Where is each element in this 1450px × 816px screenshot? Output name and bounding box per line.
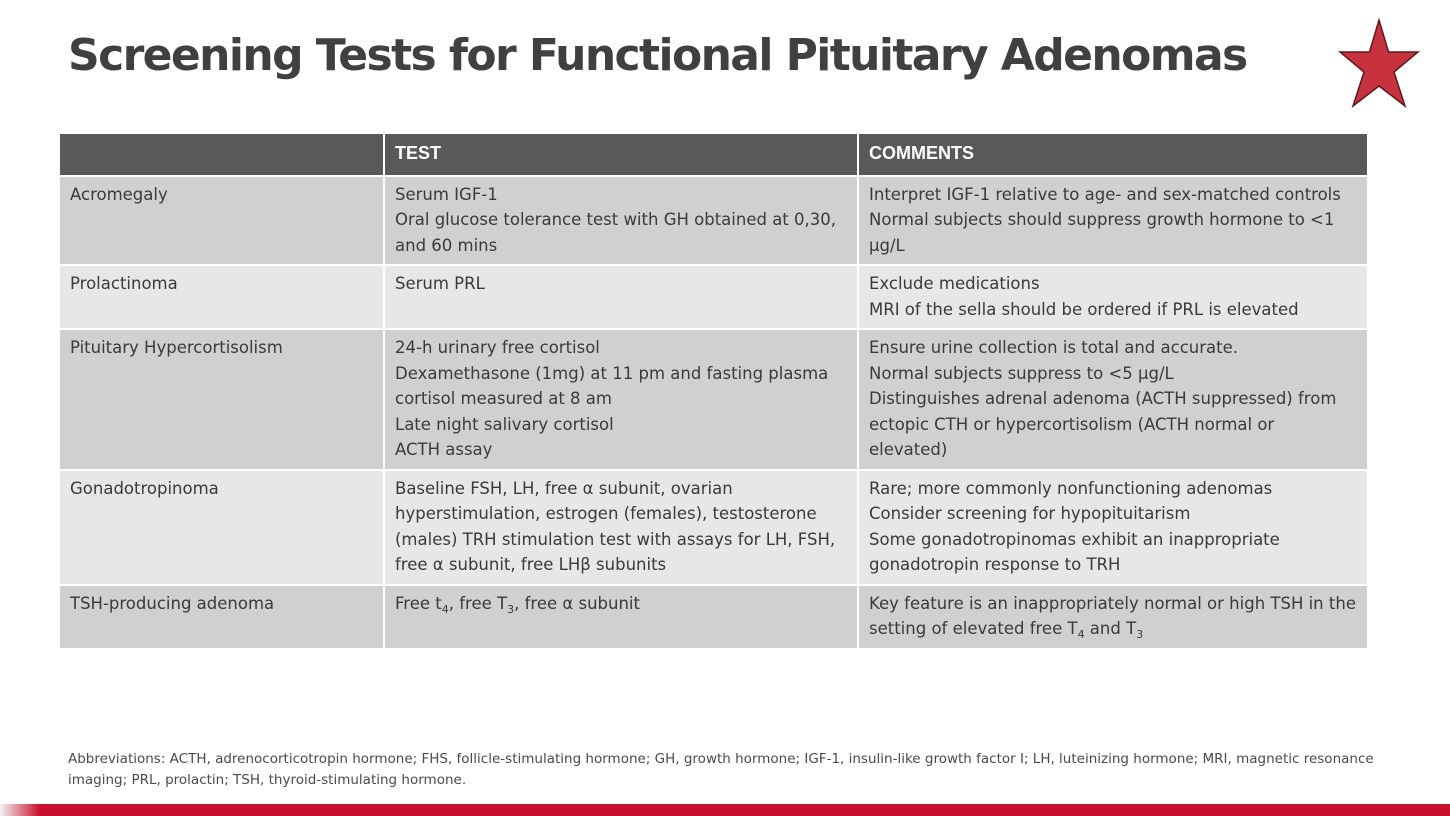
test-cell [384, 329, 858, 470]
abbreviations-footnote: Abbreviations: ACTH, adrenocorticotropin hormone; FHS, follicle-stimulating hormone; GH, growth hormone; IGF-1, insulin-like growth factor I; LH, luteinizing hormone; MRI, magnetic resonance imaging; PRL, prolactin; TSH, thyroid-stimulating hormone. [68, 751, 1374, 788]
comment-line: Exclude medications [869, 274, 1040, 293]
test-line: 24-h urinary free cortisol [395, 338, 600, 357]
comment-text: Key feature is an inappropriately normal or high TSH in the setting of elevated free T [869, 593, 1356, 638]
test-cell [384, 585, 858, 649]
test-line: Late night salivary cortisol [395, 414, 614, 434]
comments-cell [858, 176, 1368, 266]
subscript: 4 [1077, 628, 1085, 641]
condition-cell: Gonadotropinoma [59, 470, 384, 585]
slide-title: Screening Tests for Functional Pituitary Adenomas [68, 30, 1247, 81]
test-text: Free t [395, 593, 442, 613]
comment-text: and T [1084, 619, 1137, 638]
table-row-hypercortisolism [59, 329, 1368, 470]
comments-cell [858, 470, 1368, 585]
header-condition [59, 133, 384, 176]
test-text: , free α subunit [514, 593, 640, 613]
header-test: TEST [384, 133, 858, 176]
comment-line: Rare; more commonly nonfunctioning adenomas [869, 478, 1273, 498]
test-line: Baseline FSH, LH, free α subunit, ovarian hyperstimulation, estrogen (females), testosterone (males) TRH stimulation test with assays for LH, FSH, free α subunit, free LHβ subunits [395, 478, 836, 574]
comment-line: Distinguishes adrenal adenoma (ACTH suppressed) from ectopic CTH or hypercortisolism (ACTH normal or elevated) [869, 389, 1337, 459]
comment-line: Normal subjects should suppress growth hormone to <1 µg/L [869, 210, 1335, 255]
test-line: Serum IGF-1 [395, 184, 498, 204]
comments-cell [858, 329, 1368, 470]
comment-line: MRI of the sella should be ordered if PRL is elevated [869, 299, 1299, 319]
subscript: 3 [507, 602, 515, 616]
table-row-tsh-adenoma [59, 585, 1368, 649]
comment-line: Ensure urine collection is total and accurate. [869, 338, 1239, 357]
screening-table [58, 132, 1369, 650]
test-cell [384, 470, 858, 585]
comment-line: Some gonadotropinomas exhibit an inappropriate gonadotropin response to TRH [869, 529, 1280, 574]
table-row-prolactinoma [59, 265, 1368, 329]
test-line: ACTH assay [395, 440, 493, 459]
header-comments: COMMENTS [858, 133, 1368, 176]
comments-cell [858, 585, 1368, 649]
subscript: 3 [1136, 628, 1144, 641]
test-line: Dexamethasone (1mg) at 11 pm and fasting plasma cortisol measured at 8 am [395, 363, 829, 408]
test-text: , free T [448, 593, 508, 613]
condition-cell: TSH-producing adenoma [59, 585, 384, 649]
comment-line: Normal subjects suppress to <5 µg/L [869, 363, 1174, 383]
test-line: Serum PRL [395, 274, 485, 293]
bottom-accent-bar [0, 804, 1450, 816]
star-icon [1338, 16, 1420, 110]
table-row-gonadotropinoma [59, 470, 1368, 585]
table-header-row [59, 133, 1368, 176]
test-line: Oral glucose tolerance test with GH obtained at 0,30, and 60 mins [395, 210, 836, 255]
condition-cell: Pituitary Hypercortisolism [59, 329, 384, 470]
table-row-acromegaly [59, 176, 1368, 266]
test-cell [384, 176, 858, 266]
comment-line: Interpret IGF-1 relative to age- and sex-matched controls [869, 184, 1341, 204]
comments-cell [858, 265, 1368, 329]
condition-cell: Prolactinoma [59, 265, 384, 329]
condition-cell: Acromegaly [59, 176, 384, 266]
comment-line: Consider screening for hypopituitarism [869, 504, 1191, 523]
subscript: 4 [441, 602, 449, 616]
test-cell [384, 265, 858, 329]
